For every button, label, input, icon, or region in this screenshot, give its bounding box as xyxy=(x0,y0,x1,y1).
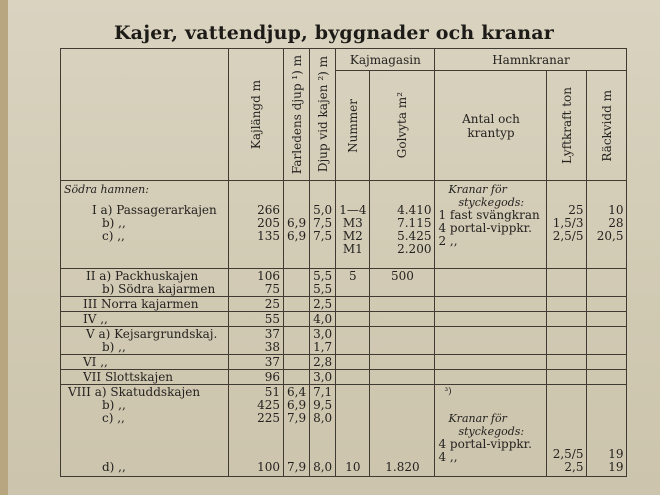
cell-farled: 6,9 xyxy=(287,229,307,243)
cell-farled: 6,9 xyxy=(287,216,307,230)
cell-lyft: 1,5/3 xyxy=(552,216,584,230)
cell-yta: 1.820 xyxy=(370,385,435,477)
row-name: b) Södra kajarmen xyxy=(102,281,216,296)
cell-rack: 19 xyxy=(608,447,624,461)
document-page xyxy=(8,0,660,495)
cell-nr: M1 xyxy=(342,242,363,256)
header-lyftkraft: Lyftkraft ton xyxy=(547,71,587,181)
header-djup-kaj: Djup vid kajen ²) m xyxy=(310,49,336,181)
page-title: Kajer, vattendjup, byggnader och kranar xyxy=(113,22,555,44)
row-name: IV ,, xyxy=(61,312,229,327)
cell-rack: 10 xyxy=(608,203,624,217)
row-name: III Norra kajarmen xyxy=(61,297,229,312)
cell-len: 25 xyxy=(229,297,284,312)
table-row xyxy=(61,181,627,269)
cell-djup: 5,5 xyxy=(313,281,333,296)
table-row xyxy=(61,355,627,370)
kran-note: styckegods: xyxy=(458,425,525,438)
row-name: b) ,, xyxy=(102,339,126,354)
header-kajlangd: Kajlängd m xyxy=(229,49,284,181)
row-name: b) ,, xyxy=(102,216,126,230)
cell-yta: 4.410 xyxy=(397,203,432,217)
cell-kran: 1 fast svängkran xyxy=(438,208,540,222)
cell-djup: 1,7 xyxy=(313,339,333,354)
cell-farled: 7,9 xyxy=(287,411,307,425)
cell-kran: 2 ,, xyxy=(438,234,458,248)
cell-djup: 7,5 xyxy=(313,216,333,230)
cell-djup: 7,5 xyxy=(313,229,333,243)
cell-len: 55 xyxy=(229,312,284,327)
cell-rack: 19 xyxy=(608,460,624,474)
table-row xyxy=(61,385,627,477)
cell-len: 75 xyxy=(264,281,280,296)
cell-djup: 3,0 xyxy=(313,326,333,341)
table-row xyxy=(61,297,627,312)
cell-len: 37 xyxy=(229,355,284,370)
cell-djup: 5,5 xyxy=(313,268,333,283)
header-kajmagasin: Kajmagasin xyxy=(336,49,435,71)
row-name: VI ,, xyxy=(61,355,229,370)
cell-len: 96 xyxy=(229,370,284,385)
cell-len: 266 xyxy=(257,203,280,217)
cell-kran: 4 ,, xyxy=(438,450,458,464)
footnote-ref: ³) xyxy=(444,387,452,397)
row-name: I a) Passagerarkajen xyxy=(92,203,217,217)
cell-yta: 7.115 xyxy=(397,216,432,230)
table-row xyxy=(61,312,627,327)
header-antal: Antal och krantyp xyxy=(435,71,547,181)
cell-djup: 4,0 xyxy=(310,312,336,327)
cell-djup: 8,0 xyxy=(313,411,333,425)
kran-note: Kranar för xyxy=(448,412,507,425)
kran-note: Kranar för xyxy=(448,183,507,196)
cell-kran: 4 portal-vippkr. xyxy=(438,221,532,235)
row-name: V a) Kejsargrundskaj. xyxy=(86,326,218,341)
cell-nr: 1—4 xyxy=(339,203,367,217)
header-hamnkranar: Hamnkranar xyxy=(435,49,627,71)
row-name: VII Slottskajen xyxy=(61,370,229,385)
cell-djup: 8,0 xyxy=(313,460,333,474)
table-row xyxy=(61,269,627,297)
cell-nr: 10 xyxy=(336,385,370,477)
cell-len: 37 xyxy=(264,326,280,341)
harbour-table xyxy=(60,48,627,477)
row-name: b) ,, xyxy=(102,398,126,412)
header-nummer: Nummer xyxy=(336,71,370,181)
header-blank xyxy=(61,49,229,181)
kran-note: styckegods: xyxy=(458,196,525,209)
section-label: Södra hamnen: xyxy=(64,183,149,196)
cell-nr: M3 xyxy=(342,216,363,230)
kran-note: 4 portal-vippkr. xyxy=(438,437,532,451)
cell-rack: 28 xyxy=(608,216,624,230)
cell-len: 205 xyxy=(257,216,280,230)
cell-yta: 5.425 xyxy=(397,229,432,243)
cell-djup: 9,5 xyxy=(313,398,333,412)
cell-djup: 7,1 xyxy=(313,385,333,399)
cell-len: 106 xyxy=(257,268,280,283)
cell-len: 51 xyxy=(264,385,280,399)
cell-len: 425 xyxy=(257,398,280,412)
row-name: c) ,, xyxy=(102,229,125,243)
cell-farled: 6,9 xyxy=(287,398,307,412)
cell-lyft: 2,5/5 xyxy=(552,229,584,243)
cell-len: 135 xyxy=(257,229,280,243)
cell-farled: 7,9 xyxy=(287,460,307,474)
row-name: VIII a) Skatuddskajen xyxy=(68,385,201,399)
cell-lyft: 25 xyxy=(568,203,584,217)
cell-len: 225 xyxy=(257,411,280,425)
cell-lyft: 2,5 xyxy=(564,460,584,474)
row-name: d) ,, xyxy=(102,460,126,474)
row-name: II a) Packhuskajen xyxy=(86,268,199,283)
cell-djup: 3,0 xyxy=(310,370,336,385)
cell-yta: 2.200 xyxy=(397,242,432,256)
row-name: c) ,, xyxy=(102,411,125,425)
cell-len: 100 xyxy=(257,460,280,474)
table-row xyxy=(61,327,627,355)
cell-rack: 20,5 xyxy=(596,229,624,243)
header-farled: Farledens djup ¹) m xyxy=(284,49,310,181)
table-row xyxy=(61,370,627,385)
cell-nr: 5 xyxy=(336,269,370,297)
cell-farled: 6,4 xyxy=(287,385,307,399)
cell-djup: 5,0 xyxy=(313,203,333,217)
header-rackvidd: Räckvidd m xyxy=(587,71,627,181)
cell-djup: 2,5 xyxy=(310,297,336,312)
cell-djup: 2,8 xyxy=(310,355,336,370)
cell-nr: M2 xyxy=(342,229,363,243)
cell-len: 38 xyxy=(264,339,280,354)
cell-yta: 500 xyxy=(370,269,435,297)
header-golvyta: Golvyta m² xyxy=(370,71,435,181)
cell-lyft: 2,5/5 xyxy=(552,447,584,461)
header-row-1 xyxy=(61,49,627,71)
